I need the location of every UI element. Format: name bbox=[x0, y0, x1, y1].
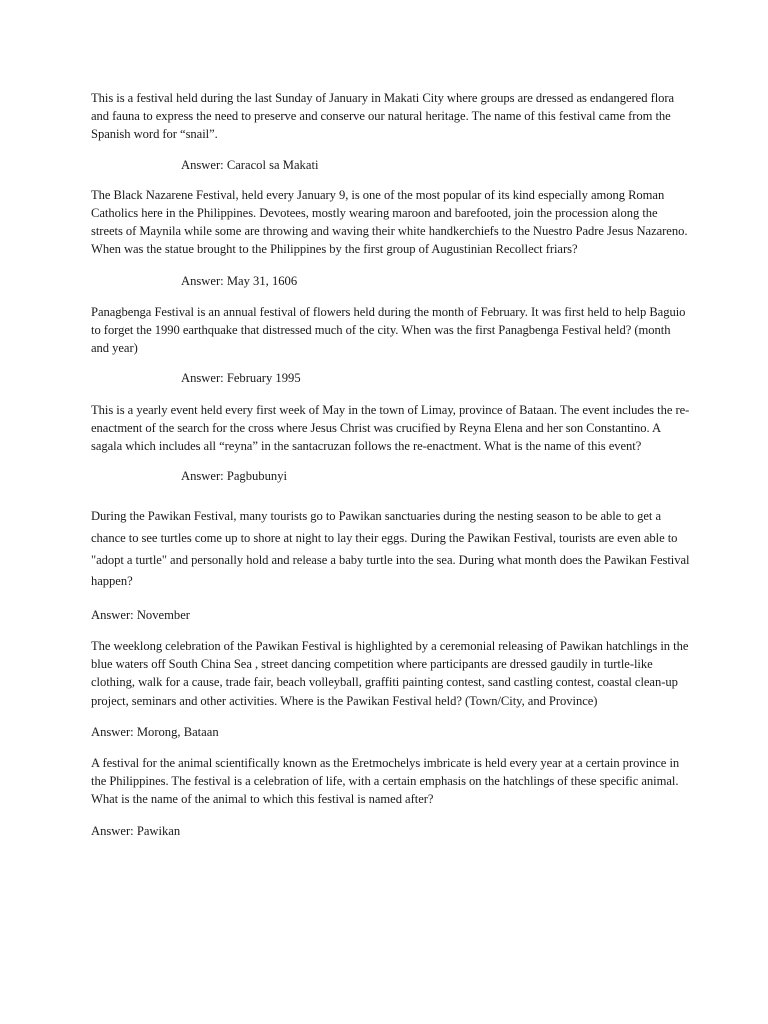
answer-text: Answer: Caracol sa Makati bbox=[181, 157, 319, 172]
answer-text: Answer: November bbox=[91, 607, 190, 622]
question-text: A festival for the animal scientifically known as the Eretmochelys imbricate is held every year at a certain province in the Philippines. The festival is a celebration of life, with a certain emphasis on the hatchlings of these specific animal. What is the name of the animal to which this festival is named after? bbox=[91, 756, 680, 807]
answer-text: Answer: Pawikan bbox=[91, 823, 181, 838]
answer-text: Answer: February 1995 bbox=[181, 371, 301, 386]
question-text: This is a festival held during the last Sunday of January in Makati City where groups are dressed as endangered flora and fauna to express the need to preserve and conserve our natural heritage. The name of this festival came from the Spanish word for “snail”. bbox=[91, 91, 675, 142]
answer-text: Answer: May 31, 1606 bbox=[181, 273, 298, 288]
question-text: The weeklong celebration of the Pawikan Festival is highlighted by a ceremonial releasing of Pawikan hatchlings in the blue waters off South China Sea , street dancing competition where participants are dressed gaudily in turtle-like clothing, walk for a cause, trade fair, beach volleyball, graffiti painting contest, sand castling contest, coastal clean-up project, seminars and other activities. Where is the Pawikan Festival held? (Town/City, and Province) bbox=[91, 639, 689, 708]
document-page bbox=[91, 89, 691, 840]
question-text: During the Pawikan Festival, many tourists go to Pawikan sanctuaries during the nesting season to be able to get a chance to see turtles come up to shore at night to lay their eggs. During the Pawikan Festival, tourists are even able to "adopt a turtle" and personally hold and release a baby turtle into the sea. During what month does the Pawikan Festival happen? bbox=[91, 509, 690, 589]
question-text: Panagbenga Festival is an annual festival of flowers held during the month of February. It was first held to help Baguio to forget the 1990 earthquake that distressed much of the city. When was the first Panagbenga Festival held? (month and year) bbox=[91, 304, 686, 356]
answer-text: Answer: Pagbubunyi bbox=[181, 469, 287, 484]
answer-text: Answer: Morong, Bataan bbox=[91, 724, 219, 739]
question-text: The Black Nazarene Festival, held every January 9, is one of the most popular of its kind especially among Roman Catholics here in the Philippines. Devotees, mostly wearing maroon and barefooted, join the procession along the streets of Maynila while some are throwing and waving their white handkerchiefs to the Nuestro Padre Jesus Nazareno. When was the statue brought to the Philippines by the first group of Augustinian Recollect friars? bbox=[91, 187, 688, 257]
question-text: This is a yearly event held every first week of May in the town of Limay, province of Bataan. The event includes the re-enactment of the search for the cross where Jesus Christ was crucified by Reyna Elena and her son Constantino. A sagala which includes all “reyna” in the santacruzan follows the re-enactment. What is the name of this event? bbox=[91, 402, 690, 454]
